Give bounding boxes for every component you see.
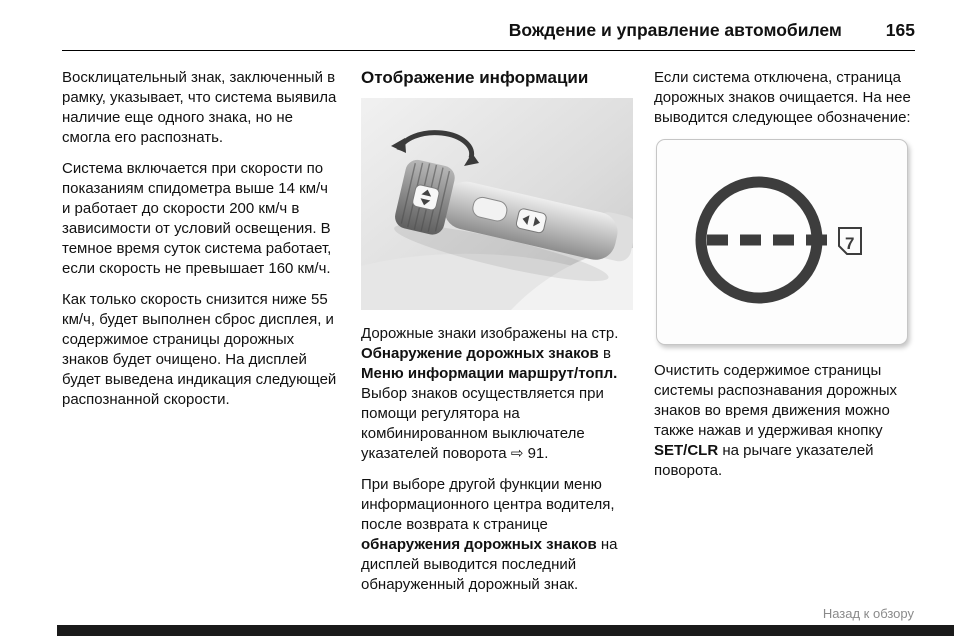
page-number: 165: [885, 20, 915, 40]
crossed-circle-image: [657, 140, 907, 343]
paragraph-clear-page: Очистить содержимое страницы системы распознавания дорожных знаков во время движения можно также нажав и удерживая кнопку SET/CLR на рычаге указателей поворота.: [654, 362, 897, 479]
paragraph-system-off: Если система отключена, страница дорожных знаков очищается. На нее выводится следующее обозначение:: [654, 69, 911, 126]
page-seven-badge: [839, 228, 861, 254]
paragraph-sign-selection: Дорожные знаки изображены на стр. Обнаружение дорожных знаков в Меню информации маршрут/топл. Выбор знаков осуществляется при помощи регулятора на комбинированном выключателе указателей поворота ⇨ 91.: [361, 325, 619, 462]
svg-text:7: 7: [845, 234, 855, 253]
stalk-image: [361, 98, 633, 310]
paragraph-exclamation-sign: Восклицательный знак, заключенный в рамку, указывает, что система выявила наличие еще одного знака, но не смогла его распознать.: [62, 69, 337, 146]
header-rule: [62, 50, 915, 51]
crossed-circle-icon: [701, 182, 829, 298]
column-left: [62, 68, 340, 606]
paragraph-system-speeds: Система включается при скорости по показаниям спидометра выше 14 км/ч и работает до скорости 200 км/ч в зависимости от условий освещения. В темное время суток система работает, если скорость не превышает 160 км/ч.: [62, 160, 332, 277]
column-middle: [361, 68, 633, 606]
column-right: [654, 68, 914, 606]
sign-display-illustration: [656, 139, 908, 345]
back-to-overview-link[interactable]: Назад к обзору: [822, 606, 914, 621]
page-header: [62, 20, 915, 41]
chapter-title: Вождение и управление автомобилем: [508, 20, 842, 40]
paragraph-display-reset: Как только скорость снизится ниже 55 км/ч, будет выполнен сброс дисплея, и содержимое страницы дорожных знаков будет очищено. На дисплей будет выведена индикация следующей распознанной скорости.: [62, 291, 337, 408]
turn-signal-stalk-illustration: [361, 98, 633, 310]
content-columns: [62, 68, 915, 606]
paragraph-other-menu-function: При выборе другой функции меню информационного центра водителя, после возврата к странице обнаружения дорожных знаков на дисплей выводится последний обнаруженный дорожный знак.: [361, 476, 618, 593]
footer-bar: [57, 625, 954, 636]
section-heading-information-display: Отображение информации: [361, 68, 589, 87]
